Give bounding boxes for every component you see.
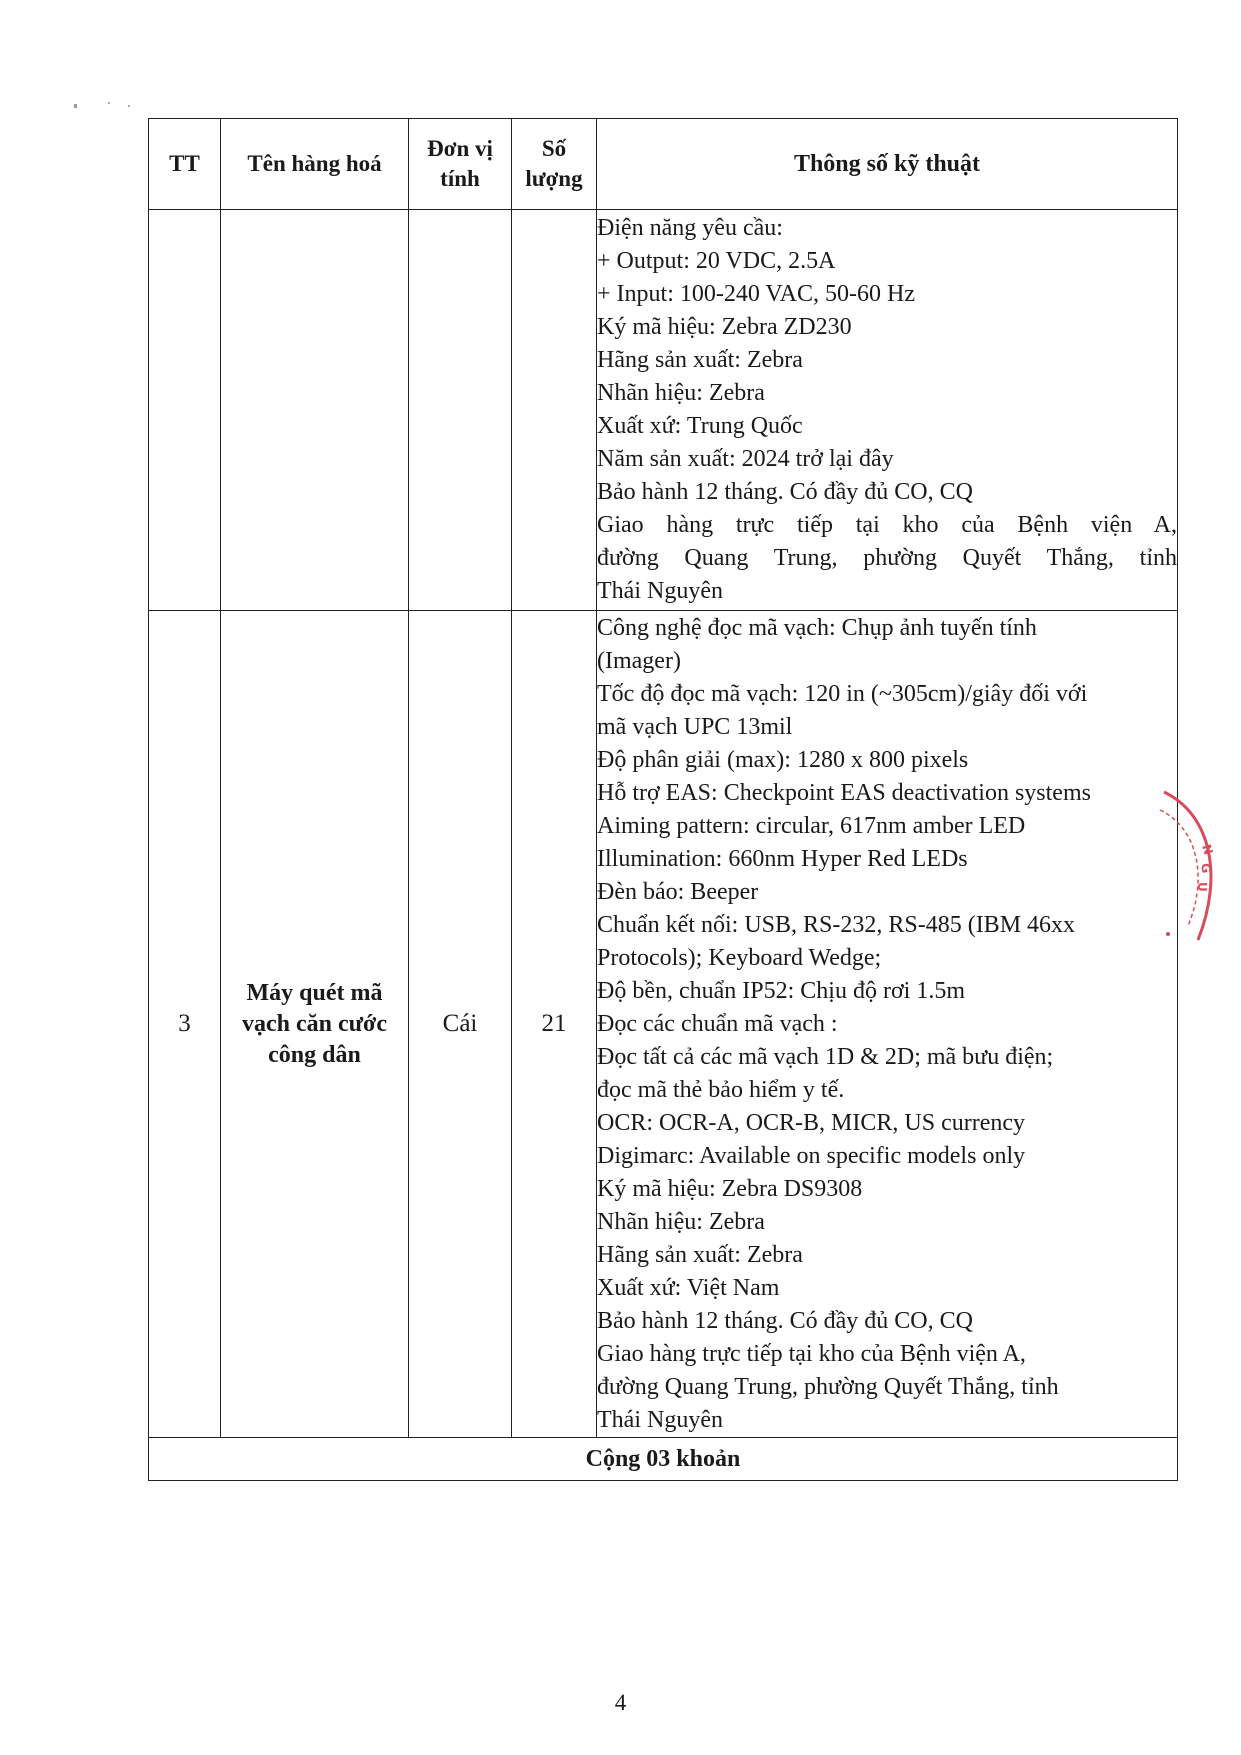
spec-line: Bảo hành 12 tháng. Có đầy đủ CO, CQ bbox=[597, 1307, 973, 1334]
spec-line: Giao hàng trực tiếp tại kho của Bệnh viện A, bbox=[597, 1340, 1026, 1367]
spec-line: Hỗ trợ EAS: Checkpoint EAS deactivation systems bbox=[597, 779, 1091, 806]
spec-line: Nhãn hiệu: Zebra bbox=[597, 380, 765, 406]
row-tt: 3 bbox=[149, 611, 221, 1438]
spec-line: Ký mã hiệu: Zebra DS9308 bbox=[597, 1175, 863, 1202]
table-row bbox=[149, 611, 1178, 1438]
spec-line: + Input: 100-240 VAC, 50-60 Hz bbox=[597, 281, 915, 307]
spec-line: Digimarc: Available on specific models only bbox=[597, 1142, 1026, 1169]
spec-line: + Output: 20 VDC, 2.5A bbox=[597, 248, 836, 274]
svg-text:G: G bbox=[1198, 862, 1214, 875]
spec-line: Ký mã hiệu: Zebra ZD230 bbox=[597, 314, 852, 340]
row-tt bbox=[149, 210, 221, 611]
spec-line: Đèn báo: Beeper bbox=[597, 878, 759, 905]
spec-line: đọc mã thẻ bảo hiểm y tế. bbox=[597, 1076, 845, 1103]
total-label: Cộng 03 khoản bbox=[149, 1438, 1178, 1481]
header-spec: Thông số kỹ thuật bbox=[597, 119, 1178, 210]
spec-line: Xuất xứ: Trung Quốc bbox=[597, 413, 803, 439]
header-unit: Đơn vị tính bbox=[409, 119, 512, 210]
spec-line: Điện năng yêu cầu: bbox=[597, 215, 783, 241]
spec-line: Nhãn hiệu: Zebra bbox=[597, 1208, 765, 1235]
spec-line: Xuất xứ: Việt Nam bbox=[597, 1274, 780, 1301]
header-name: Tên hàng hoá bbox=[221, 119, 409, 210]
row-name bbox=[221, 210, 409, 611]
spec-line: Thái Nguyên bbox=[597, 1406, 723, 1433]
table-row bbox=[149, 210, 1178, 611]
svg-text:N: N bbox=[1199, 842, 1216, 857]
spec-line: đường Quang Trung, phường Quyết Thắng, tỉnh bbox=[597, 545, 1177, 571]
header-tt: TT bbox=[149, 119, 221, 210]
spec-line: đường Quang Trung, phường Quyết Thắng, tỉnh bbox=[597, 1373, 1059, 1400]
page-number: 4 bbox=[614, 1690, 627, 1715]
spec-line: Độ phân giải (max): 1280 x 800 pixels bbox=[597, 746, 969, 773]
red-stamp-fragment bbox=[1158, 786, 1224, 956]
spec-line: Năm sản xuất: 2024 trở lại đây bbox=[597, 446, 894, 472]
row-qty: 21 bbox=[512, 611, 597, 1438]
spec-line: Thái Nguyên bbox=[597, 578, 723, 604]
spec-line: Illumination: 660nm Hyper Red LEDs bbox=[597, 845, 968, 872]
spec-line: Độ bền, chuẩn IP52: Chịu độ rơi 1.5m bbox=[597, 977, 965, 1004]
row-qty bbox=[512, 210, 597, 611]
table-header-row bbox=[149, 119, 1178, 210]
spec-table-container bbox=[148, 118, 1177, 1481]
spec-line: Hãng sản xuất: Zebra bbox=[597, 347, 803, 373]
spec-line: Protocols); Keyboard Wedge; bbox=[597, 944, 882, 971]
spec-line: Công nghệ đọc mã vạch: Chụp ảnh tuyến tính bbox=[597, 614, 1037, 641]
spec-line: OCR: OCR-A, OCR-B, MICR, US currency bbox=[597, 1109, 1026, 1136]
row-spec bbox=[597, 210, 1178, 611]
row-unit: Cái bbox=[409, 611, 512, 1438]
spec-line: Aiming pattern: circular, 617nm amber LED bbox=[597, 812, 1026, 839]
header-qty: Số lượng bbox=[512, 119, 597, 210]
spec-line: Đọc các chuẩn mã vạch : bbox=[597, 1010, 838, 1037]
row-spec bbox=[597, 611, 1178, 1438]
spec-table bbox=[148, 118, 1178, 1481]
svg-text:U: U bbox=[1195, 882, 1209, 892]
spec-line: mã vạch UPC 13mil bbox=[597, 713, 793, 740]
spec-line: Tốc độ đọc mã vạch: 120 in (~305cm)/giây đối với bbox=[597, 680, 1088, 707]
total-row bbox=[149, 1438, 1178, 1481]
spec-line: Hãng sản xuất: Zebra bbox=[597, 1241, 803, 1268]
row-unit bbox=[409, 210, 512, 611]
spec-line: Đọc tất cả các mã vạch 1D & 2D; mã bưu điện; bbox=[597, 1043, 1054, 1070]
spec-line: Bảo hành 12 tháng. Có đầy đủ CO, CQ bbox=[597, 479, 973, 505]
spec-line: (Imager) bbox=[597, 647, 681, 674]
scan-speck-marks bbox=[72, 100, 142, 112]
spec-line: Giao hàng trực tiếp tại kho của Bệnh viện A, bbox=[597, 512, 1177, 538]
row-name: Máy quét mã vạch căn cước công dân bbox=[221, 611, 409, 1438]
spec-line: Chuẩn kết nối: USB, RS-232, RS-485 (IBM 46xx bbox=[597, 911, 1076, 938]
